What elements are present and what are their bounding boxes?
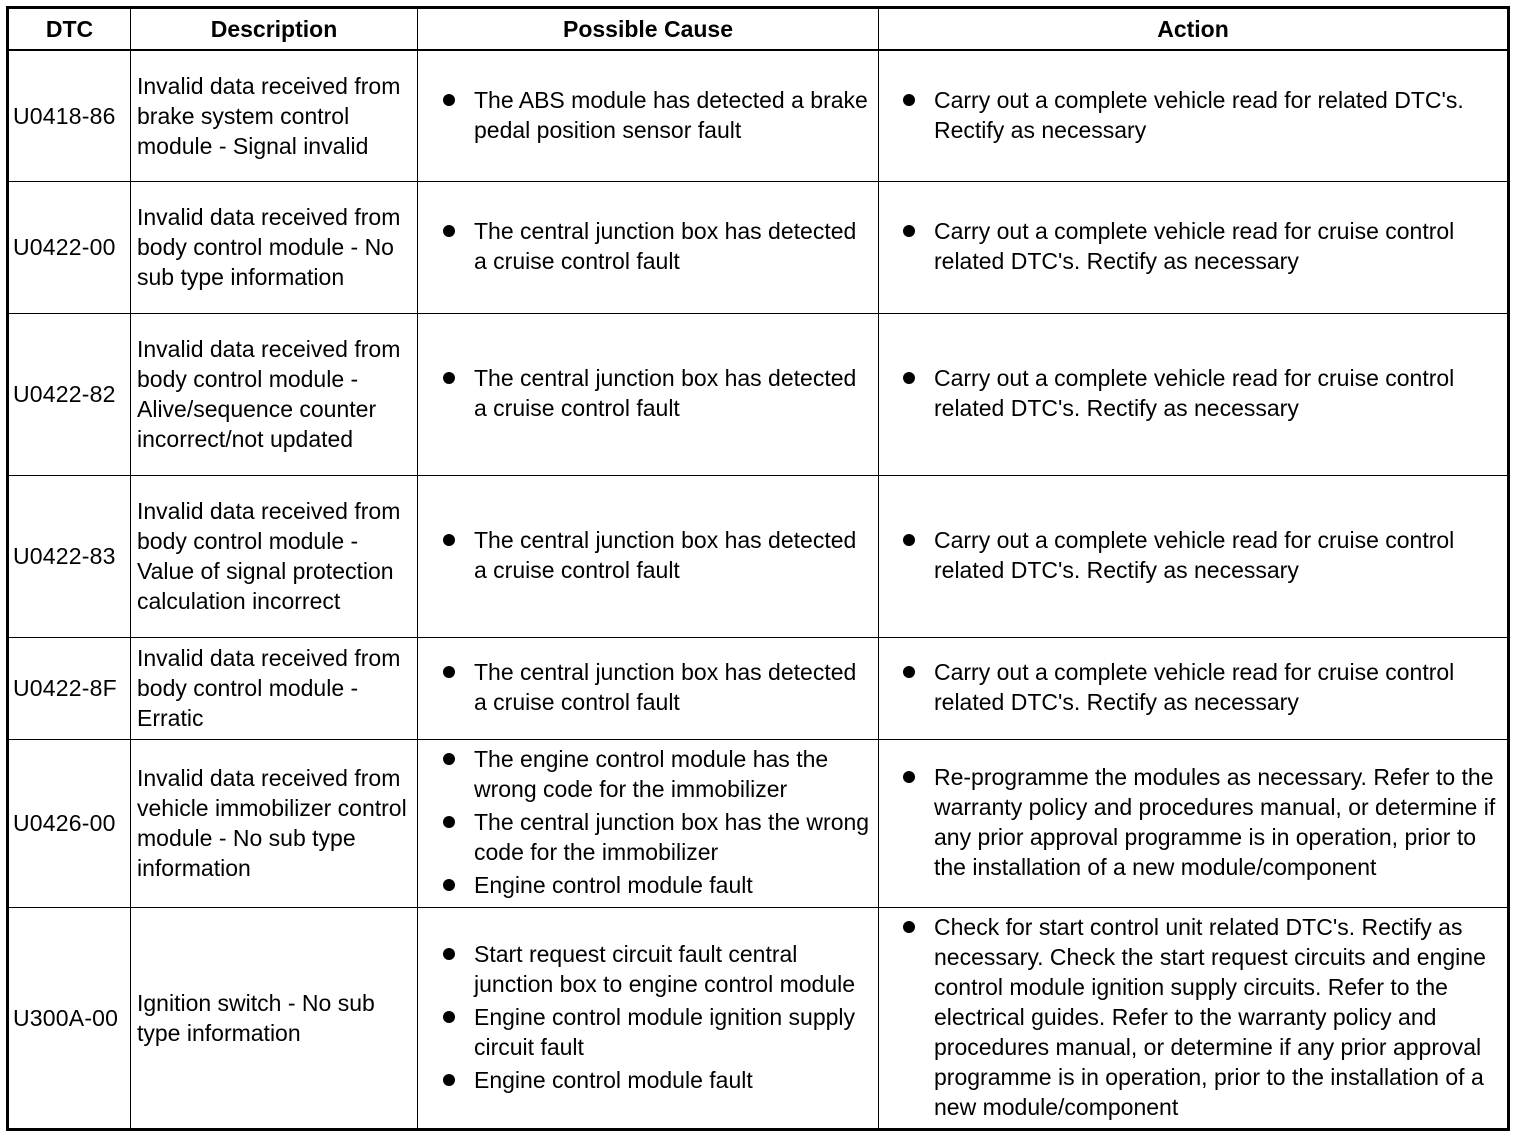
bullet-icon (443, 948, 455, 960)
header-dtc: DTC (8, 8, 131, 51)
header-possible-cause: Possible Cause (418, 8, 879, 51)
dtc-code: U0418-86 (8, 50, 131, 181)
action-cell (879, 907, 1509, 1129)
dtc-description: Ignition switch - No sub type information (131, 907, 418, 1129)
possible-cause-cell (418, 907, 879, 1129)
table-header (8, 8, 1509, 51)
possible-cause-cell (418, 739, 879, 907)
action-list (879, 216, 1503, 276)
possible-cause-cell (418, 50, 879, 181)
bullet-icon (443, 1011, 455, 1023)
table-row (8, 181, 1509, 313)
dtc-code: U0422-83 (8, 475, 131, 637)
cause-list (418, 363, 874, 423)
table-body (8, 50, 1509, 1129)
cause-item (418, 870, 874, 900)
bullet-icon (443, 666, 455, 678)
bullet-icon (903, 225, 915, 237)
action-cell (879, 637, 1509, 739)
action-item (879, 216, 1503, 276)
dtc-code: U300A-00 (8, 907, 131, 1129)
cause-text: The engine control module has the wrong code for the immobilizer (474, 746, 829, 802)
action-text: Carry out a complete vehicle read for cruise control related DTC's. Rectify as necessary (934, 527, 1455, 583)
action-list (879, 657, 1503, 717)
action-list (879, 762, 1503, 882)
cause-text: The central junction box has the wrong code for the immobilizer (474, 809, 870, 865)
cause-item (418, 939, 874, 999)
action-list (879, 363, 1503, 423)
dtc-description: Invalid data received from body control module - Erratic (131, 637, 418, 739)
table-row (8, 637, 1509, 739)
action-item (879, 85, 1503, 145)
cause-text: The central junction box has detected a cruise control fault (474, 218, 857, 274)
bullet-icon (903, 94, 915, 106)
dtc-description: Invalid data received from body control module - Alive/sequence counter incorrect/not updated (131, 313, 418, 475)
action-list (879, 85, 1503, 145)
cause-list (418, 657, 874, 717)
bullet-icon (443, 94, 455, 106)
bullet-icon (443, 1074, 455, 1086)
possible-cause-cell (418, 475, 879, 637)
dtc-code: U0426-00 (8, 739, 131, 907)
cause-item (418, 744, 874, 804)
bullet-icon (443, 225, 455, 237)
cause-item (418, 363, 874, 423)
cause-text: The central junction box has detected a cruise control fault (474, 527, 857, 583)
cause-text: The ABS module has detected a brake pedal position sensor fault (474, 86, 868, 143)
action-list (879, 525, 1503, 585)
cause-list (418, 216, 874, 276)
action-text: Check for start control unit related DTC's. Rectify as necessary. Check the start request circuits and engine control module ignition supply circuits. Refer to the electrical guides. Refer to the warranty policy and procedures manual, or determine if any prior approval programme is in operation, prior to the installation of a new module/component (934, 913, 1486, 1120)
dtc-description: Invalid data received from vehicle immobilizer control module - No sub type information (131, 739, 418, 907)
cause-item (418, 807, 874, 867)
cause-text: Engine control module ignition supply circuit fault (474, 1003, 856, 1060)
possible-cause-cell (418, 637, 879, 739)
header-action: Action (879, 8, 1509, 51)
cause-item (418, 525, 874, 585)
action-cell (879, 475, 1509, 637)
bullet-icon (903, 921, 915, 933)
cause-item (418, 85, 874, 145)
action-item (879, 657, 1503, 717)
cause-text: Start request circuit fault central junction box to engine control module (474, 940, 856, 997)
dtc-description: Invalid data received from body control module - Value of signal protection calculation incorrect (131, 475, 418, 637)
possible-cause-cell (418, 313, 879, 475)
cause-item (418, 1065, 874, 1095)
cause-text: The central junction box has detected a cruise control fault (474, 659, 857, 715)
cause-item (418, 657, 874, 717)
dtc-description: Invalid data received from brake system control module - Signal invalid (131, 50, 418, 181)
action-cell (879, 313, 1509, 475)
action-item (879, 363, 1503, 423)
bullet-icon (903, 771, 915, 783)
cause-list (418, 939, 874, 1095)
bullet-icon (903, 534, 915, 546)
action-cell (879, 739, 1509, 907)
possible-cause-cell (418, 181, 879, 313)
table-row (8, 907, 1509, 1129)
action-text: Carry out a complete vehicle read for related DTC's. Rectify as necessary (934, 86, 1464, 143)
cause-text: Engine control module fault (474, 872, 753, 898)
table-row (8, 475, 1509, 637)
cause-item (418, 1002, 874, 1062)
bullet-icon (903, 372, 915, 384)
header-description: Description (131, 8, 418, 51)
dtc-table (6, 6, 1510, 1131)
dtc-code: U0422-82 (8, 313, 131, 475)
action-item (879, 912, 1503, 1122)
bullet-icon (443, 753, 455, 765)
table-row (8, 739, 1509, 907)
dtc-description: Invalid data received from body control module - No sub type information (131, 181, 418, 313)
bullet-icon (903, 666, 915, 678)
cause-list (418, 744, 874, 900)
action-text: Carry out a complete vehicle read for cruise control related DTC's. Rectify as necessary (934, 365, 1455, 421)
table-row (8, 50, 1509, 181)
action-text: Carry out a complete vehicle read for cruise control related DTC's. Rectify as necessary (934, 659, 1455, 715)
cause-list (418, 85, 874, 145)
action-text: Carry out a complete vehicle read for cruise control related DTC's. Rectify as necessary (934, 218, 1455, 274)
dtc-code: U0422-8F (8, 637, 131, 739)
bullet-icon (443, 879, 455, 891)
cause-text: The central junction box has detected a cruise control fault (474, 365, 857, 421)
dtc-code: U0422-00 (8, 181, 131, 313)
action-cell (879, 181, 1509, 313)
cause-list (418, 525, 874, 585)
action-item (879, 525, 1503, 585)
cause-item (418, 216, 874, 276)
cause-text: Engine control module fault (474, 1066, 753, 1093)
action-list (879, 912, 1503, 1122)
bullet-icon (443, 372, 455, 384)
action-cell (879, 50, 1509, 181)
bullet-icon (443, 534, 455, 546)
header-row (8, 8, 1509, 51)
table-row (8, 313, 1509, 475)
action-text: Re-programme the modules as necessary. Refer to the warranty policy and procedures manual, or determine if any prior approval programme is in operation, prior to the installation of a new module/component (934, 764, 1496, 880)
action-item (879, 762, 1503, 882)
bullet-icon (443, 816, 455, 828)
